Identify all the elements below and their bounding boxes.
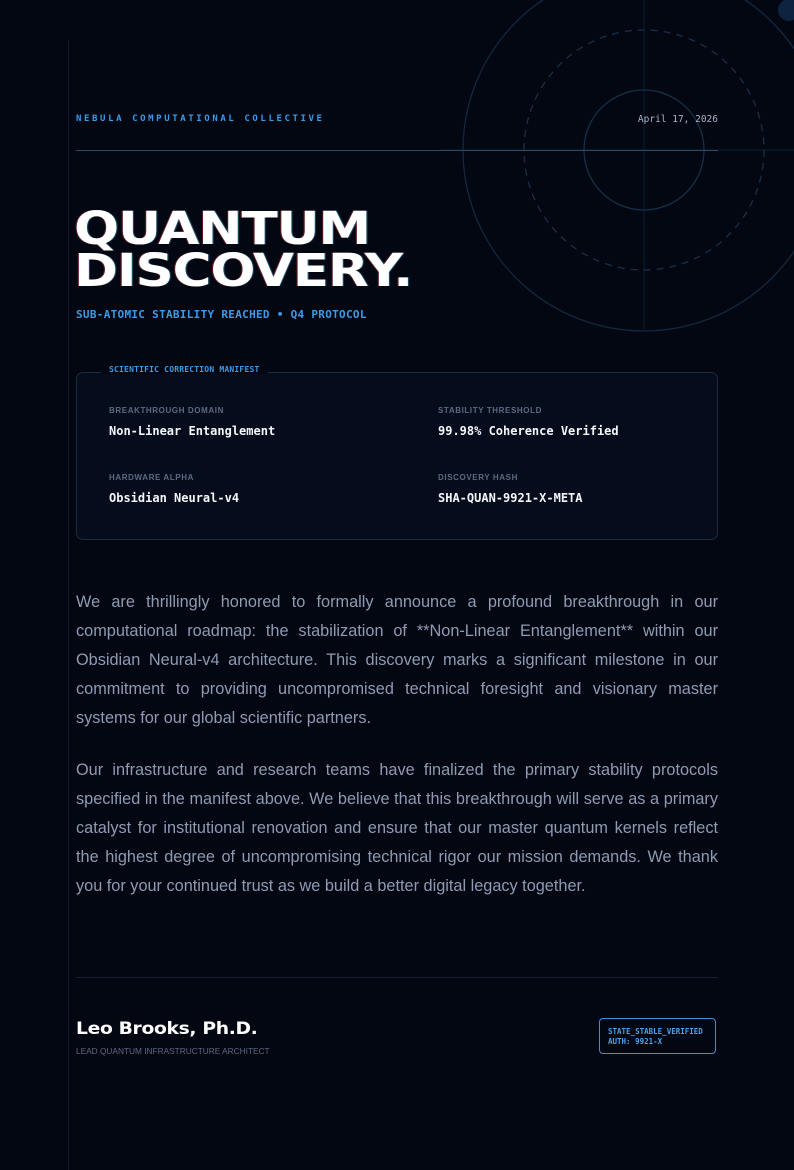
- field-label: BREAKTHROUGH DOMAIN: [109, 406, 224, 415]
- field-hardware-alpha: [109, 473, 239, 505]
- field-value: Obsidian Neural-v4: [109, 491, 240, 505]
- page-title: [74, 202, 413, 297]
- field-value: Non-Linear Entanglement: [109, 424, 276, 438]
- field-label: STABILITY THRESHOLD: [438, 406, 542, 415]
- body-paragraph-2: Our infrastructure and research teams have finalized the primary stability protocols specified in the manifest above. We believe that this breakthrough will serve as a primary catalyst for institutional renovation and ensure that our master quantum kernels reflect the highest degree of uncompromising technical rigor our mission demands. We thank you for your continued trust as we build a better digital legacy together.: [76, 761, 718, 895]
- verification-badge: [599, 1018, 716, 1054]
- badge-status: STATE_STABLE_VERIFIED: [608, 1027, 703, 1036]
- signatory-name: Leo Brooks, Ph.D.: [76, 1019, 258, 1039]
- field-value: SHA-QUAN-9921-X-META: [438, 491, 583, 505]
- page-subtitle: SUB-ATOMIC STABILITY REACHED • Q4 PROTOCOL: [76, 308, 367, 321]
- title-line-1: QUANTUM: [74, 202, 371, 255]
- signatory-title: LEAD QUANTUM INFRASTRUCTURE ARCHITECT: [76, 1046, 270, 1056]
- left-margin-rule: [68, 40, 69, 1170]
- field-label: HARDWARE ALPHA: [109, 473, 194, 482]
- correction-manifest-panel: [76, 365, 718, 540]
- field-breakthrough-domain: [109, 406, 275, 438]
- body-paragraph-1: We are thrillingly honored to formally announce a profound breakthrough in our computational roadmap: the stabilization of **Non-Linear Entanglement** within our Obsidian Neural-v4 architecture. This discovery marks a significant milestone in our commitment to providing uncompromised technical foresight and visionary master systems for our global scientific partners.: [76, 593, 718, 727]
- title-line-2: DISCOVERY.: [74, 244, 413, 297]
- badge-auth: AUTH: 9921-X: [608, 1037, 663, 1046]
- field-discovery-hash: [438, 473, 583, 505]
- header-divider: [76, 150, 718, 151]
- manifest-legend: SCIENTIFIC CORRECTION MANIFEST: [101, 365, 268, 374]
- footer-divider: [76, 977, 718, 978]
- document-date: April 17, 2026: [637, 114, 718, 125]
- field-label: DISCOVERY HASH: [438, 473, 518, 482]
- field-stability-threshold: [438, 406, 619, 438]
- field-value: 99.98% Coherence Verified: [438, 424, 619, 438]
- organization-name: NEBULA COMPUTATIONAL COLLECTIVE: [76, 114, 325, 124]
